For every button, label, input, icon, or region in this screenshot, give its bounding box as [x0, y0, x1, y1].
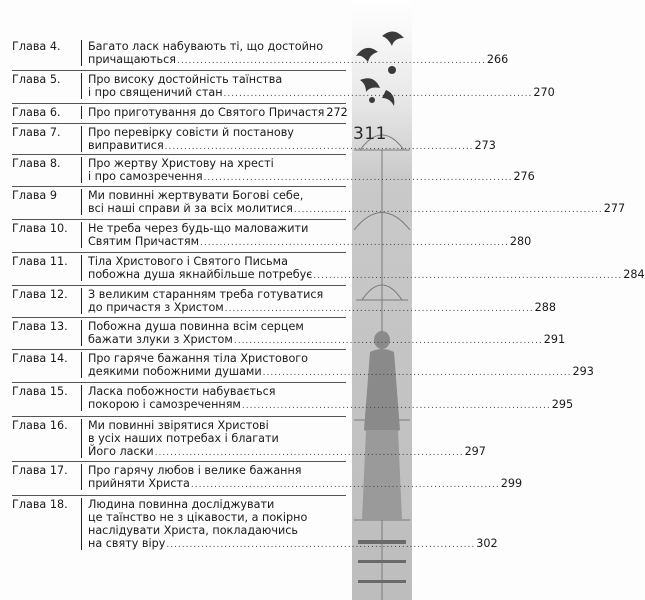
chapter-title-line: побожна душа якнайбільше потребує — [88, 268, 313, 281]
chapter-title-line: прийняти Христа — [88, 477, 190, 490]
column-divider — [81, 320, 82, 346]
row-separator — [12, 70, 346, 71]
chapter-title-line: З великим старанням треба готуватися — [88, 288, 324, 301]
chapter-title-line: бажати злуки з Христом — [88, 333, 233, 346]
chapter-title-line: деякими побожними душами — [88, 365, 262, 378]
leader-dots: ................................................................................ — [166, 540, 476, 550]
chapter-title — [88, 352, 594, 380]
chapter-title-last-line — [88, 86, 555, 101]
chapter-title-line: покорою і самозреченням — [88, 398, 241, 411]
column-divider — [81, 255, 82, 281]
row-separator — [12, 349, 346, 350]
leader-dots: ................................................................................ — [313, 271, 623, 281]
chapter-title-line: всі наші справи й за всіх молитися — [88, 202, 293, 215]
chapter-title-line: Про приготування до Святого Причастя — [88, 106, 325, 119]
row-separator — [12, 495, 346, 496]
column-divider — [81, 106, 82, 119]
toc-entry[interactable] — [12, 320, 566, 346]
toc-entry[interactable] — [12, 352, 594, 378]
chapter-title-line: на святу віру — [88, 537, 166, 550]
leader-dots: ................................................................................ — [241, 401, 551, 411]
chapter-title-line: Про гаряче бажання тіла Христового — [88, 352, 309, 365]
chapter-label: Глава 7. — [12, 126, 61, 139]
column-divider — [81, 352, 82, 378]
chapter-label: Глава 16. — [12, 419, 68, 432]
chapter-page-number: 288 — [534, 301, 556, 314]
chapter-title — [88, 288, 556, 316]
chapter-label: Глава 4. — [12, 40, 61, 53]
chapter-title — [88, 419, 486, 460]
chapter-label: Глава 14. — [12, 352, 68, 365]
chapter-title-last-line — [88, 445, 486, 460]
column-divider — [81, 189, 82, 215]
leader-dots: ................................................................................ — [293, 205, 603, 215]
chapter-title — [88, 40, 509, 68]
row-separator — [12, 219, 346, 220]
toc-entry[interactable] — [12, 189, 626, 215]
leader-dots: ................................................................................ — [200, 238, 509, 248]
chapter-title-last-line — [88, 53, 509, 68]
toc-entry[interactable] — [12, 255, 645, 281]
column-divider — [81, 40, 82, 66]
row-separator — [12, 186, 346, 187]
chapter-title — [88, 222, 532, 250]
toc-entry[interactable] — [12, 464, 523, 490]
chapter-title-line: це таїнство не з цікавости, а покірно — [88, 511, 308, 524]
chapter-page-number: 297 — [464, 445, 486, 458]
chapter-title-line: Ми повинні звірятися Христові — [88, 419, 269, 432]
row-separator — [12, 382, 346, 383]
row-separator — [12, 252, 346, 253]
leader-dots: ................................................................................ — [190, 480, 500, 490]
chapter-title-line: Його ласки — [88, 445, 154, 458]
row-separator — [12, 285, 346, 286]
chapter-title-last-line — [88, 398, 574, 413]
chapter-title-line: Не треба через будь-що маловажити — [88, 222, 309, 235]
chapter-page-number: 291 — [543, 333, 566, 346]
chapter-title-last-line — [88, 139, 496, 154]
chapter-title-last-line — [88, 202, 626, 217]
toc-entry[interactable] — [12, 157, 535, 183]
toc-entry[interactable] — [12, 222, 532, 248]
chapter-title-line: наслідувати Христа, покладаючись — [88, 524, 298, 537]
chapter-title-line: Про гарячу любов і велике бажання — [88, 464, 302, 477]
chapter-label: Глава 15. — [12, 385, 68, 398]
chapter-title-line: до причастя з Христом — [88, 301, 224, 314]
chapter-title-last-line — [88, 537, 498, 552]
chapter-title-line: Багато ласк набувають ті, що достойно — [88, 40, 324, 53]
toc-entry[interactable] — [12, 40, 509, 66]
chapter-title-line: Про жертву Христову на хресті — [88, 157, 274, 170]
chapter-title-line: в усіх наших потребах і благати — [88, 432, 279, 445]
chapter-title — [88, 498, 498, 552]
leader-dots: ................................................................................ — [164, 142, 474, 152]
leader-dots: ................................................................................ — [176, 56, 486, 66]
row-separator — [12, 416, 346, 417]
page-number: 311 — [353, 124, 387, 144]
chapter-title-line: виправитися — [88, 139, 164, 152]
toc-entry[interactable] — [12, 419, 486, 458]
chapter-title-last-line — [88, 106, 346, 121]
chapter-label: Глава 13. — [12, 320, 68, 333]
column-divider — [81, 157, 82, 183]
chapter-page-number: 270 — [533, 86, 555, 99]
chapter-title-line: Людина повинна досліджувати — [88, 498, 275, 511]
chapter-title-last-line — [88, 365, 594, 380]
chapter-page-number: 302 — [476, 537, 498, 550]
chapter-page-number: 284 — [623, 268, 645, 281]
chapter-label: Глава 9 — [12, 189, 57, 202]
chapter-label: Глава 8. — [12, 157, 61, 170]
column-divider — [81, 73, 82, 99]
column-divider — [81, 498, 82, 550]
chapter-title-line: Тіла Христового і Святого Письма — [88, 255, 288, 268]
toc-entry[interactable] — [12, 106, 346, 119]
chapter-title — [88, 106, 346, 121]
chapter-title-line: причащаються — [88, 53, 176, 66]
column-divider — [81, 464, 82, 490]
chapter-title-last-line — [88, 170, 535, 185]
chapter-title — [88, 320, 566, 348]
chapter-title-line: Про перевірку совісти й постанову — [88, 126, 294, 139]
row-separator — [12, 154, 346, 155]
chapter-title — [88, 464, 523, 492]
column-divider — [81, 419, 82, 458]
leader-dots: ................................................................................ — [224, 304, 534, 314]
chapter-label: Глава 17. — [12, 464, 68, 477]
chapter-label: Глава 11. — [12, 255, 68, 268]
row-separator — [12, 123, 346, 124]
column-divider — [81, 288, 82, 314]
chapter-title-last-line — [88, 477, 523, 492]
chapter-title-line: Ми повинні жертвувати Богові себе, — [88, 189, 304, 202]
chapter-title-line: Побожна душа повинна всім серцем — [88, 320, 304, 333]
chapter-title-last-line — [88, 301, 556, 316]
chapter-title — [88, 189, 626, 217]
chapter-page-number: 273 — [474, 139, 496, 152]
chapter-page-number: 299 — [500, 477, 523, 490]
chapter-page-number: 272 — [326, 106, 348, 119]
leader-dots: ................................................................................ — [262, 368, 572, 378]
leader-dots: ................................................................................ — [203, 173, 513, 183]
chapter-page-number: 276 — [513, 170, 535, 183]
chapter-title-last-line — [88, 268, 645, 283]
chapter-label: Глава 12. — [12, 288, 68, 301]
chapter-title-line: Про високу достойність таїнства — [88, 73, 283, 86]
chapter-page-number: 277 — [603, 202, 626, 215]
chapter-page-number: 293 — [572, 365, 594, 378]
column-divider — [81, 126, 82, 152]
chapter-title-last-line — [88, 333, 566, 348]
row-separator — [12, 317, 346, 318]
chapter-title-line: Святим Причастям — [88, 235, 200, 248]
toc-entry[interactable] — [12, 288, 556, 314]
leader-dots: ................................................................................ — [223, 89, 533, 99]
chapter-label: Глава 18. — [12, 498, 68, 511]
row-separator — [12, 461, 346, 462]
chapter-title-last-line — [88, 235, 532, 250]
chapter-title — [88, 255, 645, 283]
leader-dots: ................................................................................ — [233, 336, 543, 346]
chapter-label: Глава 10. — [12, 222, 68, 235]
column-divider — [81, 385, 82, 411]
toc-entry[interactable] — [12, 73, 555, 99]
column-divider — [81, 222, 82, 248]
row-separator — [12, 103, 346, 104]
chapter-title — [88, 73, 555, 101]
leader-dots: ................................................................................ — [154, 448, 464, 458]
chapter-label: Глава 5. — [12, 73, 61, 86]
chapter-page-number: 280 — [509, 235, 532, 248]
toc-entry[interactable] — [12, 498, 498, 550]
chapter-page-number: 266 — [486, 53, 509, 66]
chapter-title — [88, 385, 574, 413]
chapter-title-line: Ласка побожности набувається — [88, 385, 276, 398]
chapter-title-line: і про священичий стан — [88, 86, 223, 99]
chapter-title-line: і про самозречення — [88, 170, 203, 183]
toc-entry[interactable] — [12, 385, 574, 411]
chapter-page-number: 295 — [551, 398, 574, 411]
chapter-label: Глава 6. — [12, 106, 61, 119]
chapter-title — [88, 157, 535, 185]
